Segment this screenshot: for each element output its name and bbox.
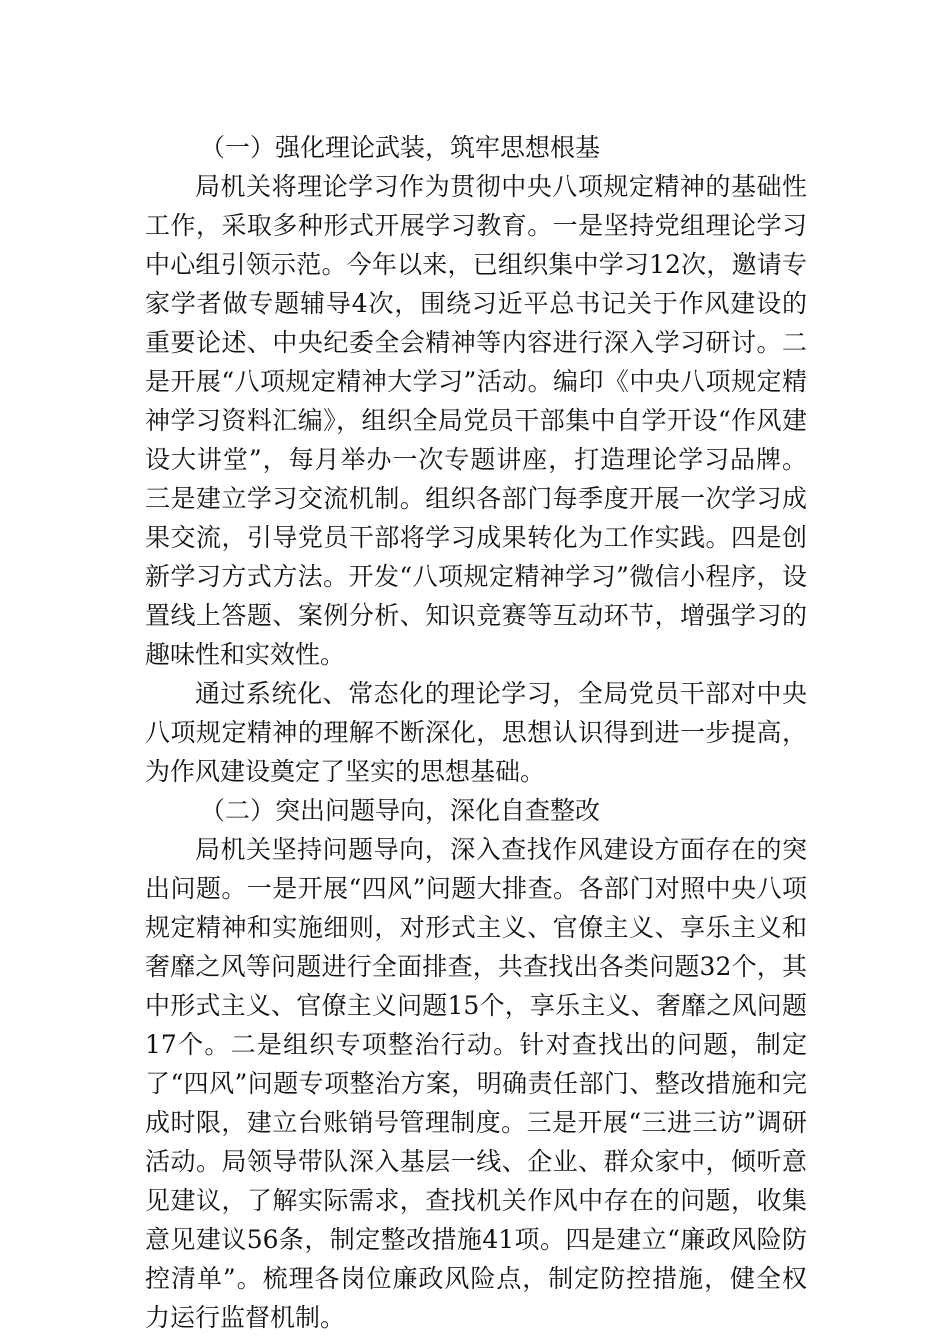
paragraph-1: 局机关将理论学习作为贯彻中央八项规定精神的基础性工作，采取多种形式开展学习教育。一是坚持党组理论学习中心组引领示范。今年以来，已组织集中学习12次，邀请专家学者做专题辅导4次，围绕习近平总书记关于作风建设的重要论述、中央纪委全会精神等内容进行深入学习研讨。二是开展“八项规定精神大学习”活动。编印《中央八项规定精神学习资料汇编》，组织全局党员干部集中自学开设“作风建设大讲堂”，每月举办一次专题讲座，打造理论学习品牌。三是建立学习交流机制。组织各部门每季度开展一次学习成果交流，引导党员干部将学习成果转化为工作实践。四是创新学习方式方法。开发“八项规定精神学习”微信小程序，设置线上答题、案例分析、知识竞赛等互动环节，增强学习的趣味性和实效性。 xyxy=(145,172,807,669)
section-heading-1: （一）强化理论武装，筑牢思想根基 xyxy=(200,133,601,162)
section-heading-2: （二）突出问题导向，深化自查整改 xyxy=(200,796,601,825)
paragraph-3: 局机关坚持问题导向，深入查找作风建设方面存在的突出问题。一是开展“四风”问题大排查。各部门对照中央八项规定精神和实施细则，对形式主义、官僚主义、享乐主义和奢靡之风等问题进行全面排查，共查找出各类问题32个，其中形式主义、官僚主义问题15个，享乐主义、奢靡之风问题17个。二是组织专项整治行动。针对查找出的问题，制定了“四风”问题专项整治方案，明确责任部门、整改措施和完成时限，建立台账销号管理制度。三是开展“三进三访”调研活动。局领导带队深入基层一线、企业、群众家中，倾听意见建议，了解实际需求，查找机关作风中存在的问题，收集意见建议56条，制定整改措施41项。四是建立“廉政风险防控清单”。梳理各岗位廉政风险点，制定防控措施，健全权力运行监督机制。 xyxy=(145,835,807,1332)
document-body xyxy=(145,128,807,1337)
paragraph-2: 通过系统化、常态化的理论学习，全局党员干部对中央八项规定精神的理解不断深化，思想认识得到进一步提高，为作风建设奠定了坚实的思想基础。 xyxy=(145,679,807,786)
